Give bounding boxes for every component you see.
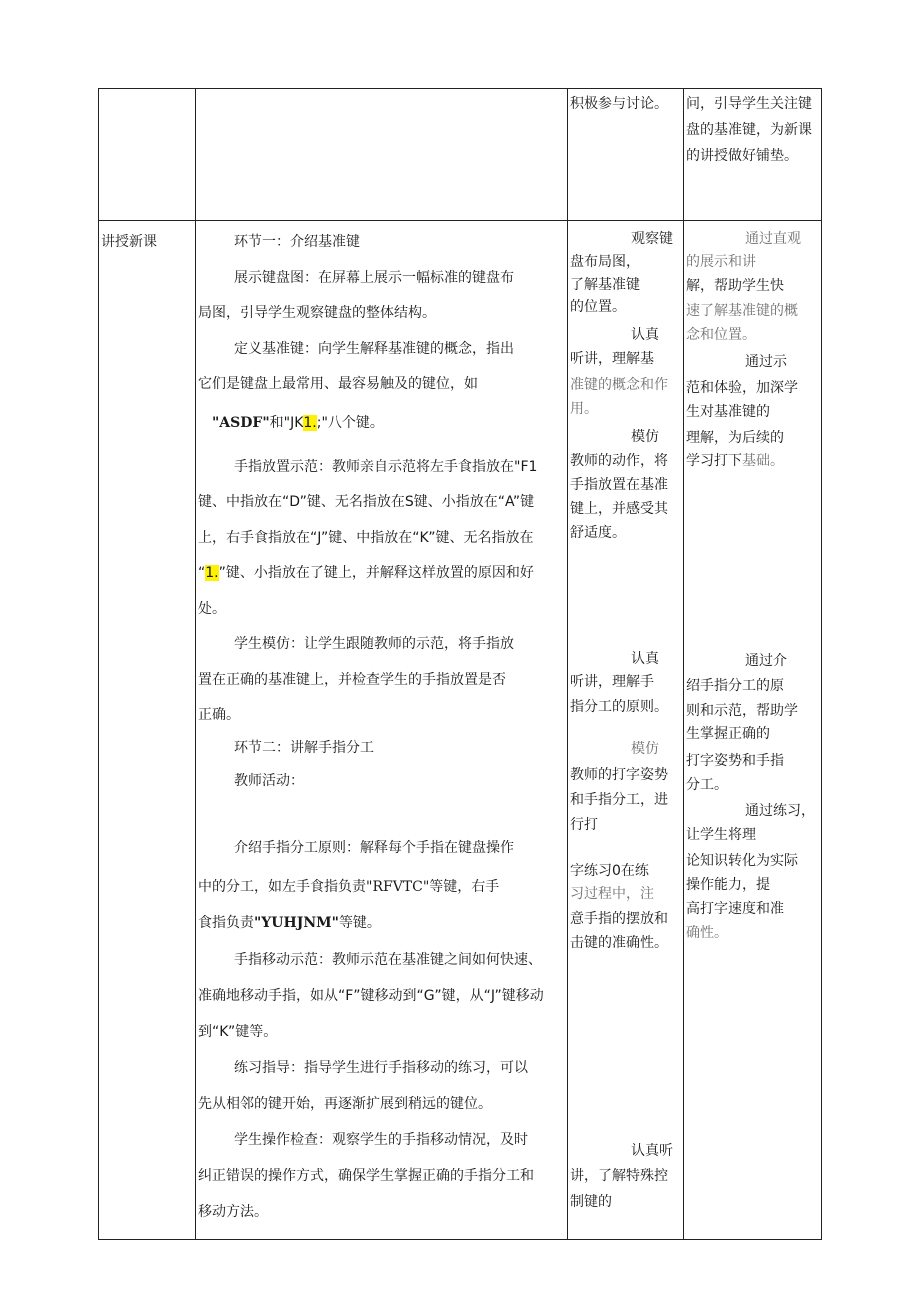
intent-text: 分工。 xyxy=(686,777,728,793)
intent-text: 的展示和讲 xyxy=(686,254,756,270)
intent-text: 高打字速度和准 xyxy=(686,901,784,917)
table-row xyxy=(99,221,822,1240)
table-row xyxy=(99,89,822,221)
stage-label: 讲授新课 xyxy=(101,234,157,250)
teacher-text: 学生操作检查：观察学生的手指移动情况，及时 xyxy=(234,1132,528,1148)
student-text: 意手指的摆放和 xyxy=(570,911,668,927)
student-text: 认真听 xyxy=(631,1143,673,1159)
lesson-plan-table xyxy=(98,88,822,1240)
student-cell xyxy=(568,221,684,1240)
teacher-text: 准确地移动手指，如从“F”键移动到“G”键，从“J”键移动 xyxy=(198,988,544,1004)
student-text: 行打 xyxy=(570,817,598,833)
intent-text: 则和示范，帮助学 xyxy=(686,703,798,719)
section-heading: 环节一：介绍基准键 xyxy=(234,234,360,250)
teacher-text: 定义基准键：向学生解释基准键的概念，指出 xyxy=(234,341,514,357)
student-text: 观察键 xyxy=(631,231,673,247)
stage-cell xyxy=(99,89,196,221)
intent-text: 通过介 xyxy=(745,653,787,669)
teacher-text: 键、中指放在“D”键、无名指放在S键、小指放在“A”键 xyxy=(198,494,535,510)
student-text: 击键的准确性。 xyxy=(570,935,668,951)
intent-text: 的讲授做好铺垫。 xyxy=(686,148,798,164)
intent-text: 学习打下基础。 xyxy=(686,453,784,469)
student-text: 准键的概念和作 xyxy=(570,377,668,393)
teacher-cell xyxy=(196,89,568,221)
student-text: 认真 xyxy=(631,651,659,667)
intent-cell xyxy=(684,221,822,1240)
student-text: 键上，并感受其 xyxy=(570,501,668,517)
student-text: 教师的动作，将 xyxy=(570,453,668,469)
teacher-text: 手指移动示范：教师示范在基准键之间如何快速、 xyxy=(234,952,542,968)
teacher-text: 置在正确的基准键上，并检查学生的手指放置是否 xyxy=(198,672,506,688)
teacher-text: 它们是键盘上最常用、最容易触及的键位，如 xyxy=(198,376,478,392)
section-heading: 环节二：讲解手指分工 xyxy=(234,740,374,756)
intent-text: 理解，为后续的 xyxy=(686,430,784,446)
intent-text: 生对基准键的 xyxy=(686,404,770,420)
teacher-text: 先从相邻的键开始，再逐渐扩展到稍远的键位。 xyxy=(198,1096,492,1112)
teacher-text: "ASDF"和"JK1.;"八个键。 xyxy=(212,415,384,431)
teacher-text: 处。 xyxy=(198,601,226,617)
student-text: 模仿 xyxy=(631,429,659,445)
intent-text: 问，引导学生关注键 xyxy=(686,96,812,112)
teacher-text: 展示键盘图：在屏幕上展示一幅标准的键盘布 xyxy=(234,270,514,286)
intent-text: 盘的基准键，为新课 xyxy=(686,122,812,138)
intent-text: 通过示 xyxy=(745,354,787,370)
student-text: 习过程中，注 xyxy=(570,886,654,902)
intent-text: 生掌握正确的 xyxy=(686,726,770,742)
teacher-text: 手指放置示范：教师亲自示范将左手食指放在"F1 xyxy=(234,459,538,475)
highlight-mark: 1. xyxy=(205,565,219,581)
intent-text: 通过练习， xyxy=(745,803,815,819)
teacher-text: 教师活动： xyxy=(234,773,304,789)
teacher-text: “1.”键、小指放在了键上，并解释这样放置的原因和好 xyxy=(198,565,534,581)
intent-text: 念和位置。 xyxy=(686,327,756,343)
student-text: 积极参与讨论。 xyxy=(570,96,668,112)
student-text: 听讲，理解基 xyxy=(570,351,654,367)
teacher-cell xyxy=(196,221,568,1240)
student-text: 听讲，理解手 xyxy=(570,674,654,690)
teacher-text: 到“K”键等。 xyxy=(198,1024,278,1040)
student-text: 制键的 xyxy=(570,1194,612,1210)
teacher-text: 介绍手指分工原则：解释每个手指在键盘操作 xyxy=(234,840,514,856)
teacher-text: 正确。 xyxy=(198,707,240,723)
teacher-text: 中的分工，如左手食指负责"RFVTC"等键，右手 xyxy=(198,879,500,895)
student-text: 认真 xyxy=(631,327,659,343)
teacher-text: 上，右手食指放在“J”键、中指放在“K”键、无名指放在 xyxy=(198,530,534,546)
student-cell xyxy=(568,89,684,221)
teacher-text: 练习指导：指导学生进行手指移动的练习，可以 xyxy=(234,1060,528,1076)
intent-text: 确性。 xyxy=(686,925,728,941)
intent-text: 范和体验，加深学 xyxy=(686,380,798,396)
student-text: 指分工的原则。 xyxy=(570,699,668,715)
intent-text: 打字姿势和手指 xyxy=(686,753,784,769)
intent-cell xyxy=(684,89,822,221)
student-text: 讲，了解特殊控 xyxy=(570,1168,668,1184)
student-text: 教师的打字姿势 xyxy=(570,767,668,783)
student-text: 的位置。 xyxy=(570,299,626,315)
highlight-mark: 1. xyxy=(303,415,317,431)
student-text: 盘布局图， xyxy=(570,254,640,270)
teacher-text: 移动方法。 xyxy=(198,1204,268,1220)
intent-text: 操作能力，提 xyxy=(686,877,770,893)
teacher-text: 食指负责"YUHJNM"等键。 xyxy=(198,915,381,931)
student-text: 模仿 xyxy=(631,741,659,757)
student-text: 手指放置在基准 xyxy=(570,477,668,493)
intent-text: 绍手指分工的原 xyxy=(686,678,784,694)
intent-text: 速了解基准键的概 xyxy=(686,303,798,319)
intent-text: 论知识转化为实际 xyxy=(686,853,798,869)
student-text: 用。 xyxy=(570,401,598,417)
intent-text: 让学生将理 xyxy=(686,827,756,843)
teacher-text: 学生模仿：让学生跟随教师的示范，将手指放 xyxy=(234,636,514,652)
intent-text: 解，帮助学生快 xyxy=(686,278,784,294)
stage-cell xyxy=(99,221,196,1240)
student-text: 和手指分工，进 xyxy=(570,792,668,808)
student-text: 舒适度。 xyxy=(570,525,626,541)
intent-text: 通过直观 xyxy=(745,231,801,247)
student-text: 字练习0在练 xyxy=(570,863,649,879)
student-text: 了解基准键 xyxy=(570,277,640,293)
teacher-text: 局图，引导学生观察键盘的整体结构。 xyxy=(198,305,436,321)
teacher-text: 纠正错误的操作方式，确保学生掌握正确的手指分工和 xyxy=(198,1168,534,1184)
